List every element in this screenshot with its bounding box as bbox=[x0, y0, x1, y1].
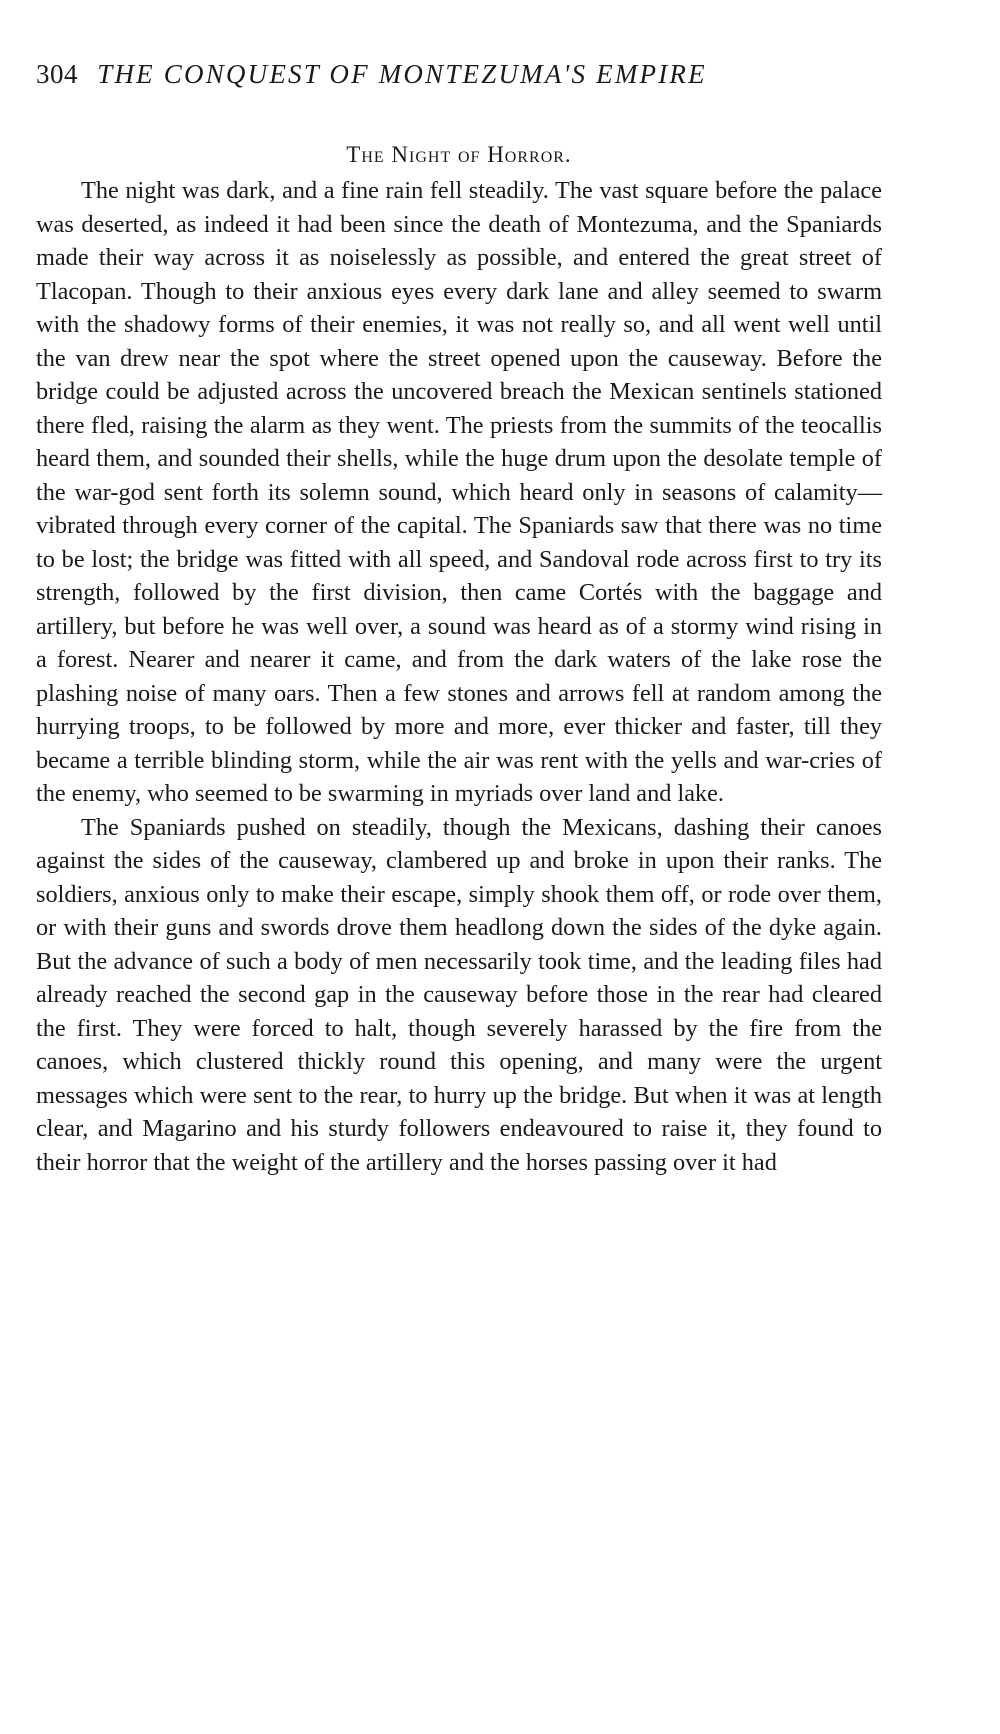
paragraph: The Spaniards pushed on steadily, though the Mexicans, dashing their canoes against the sides of the causeway, clambered up and broke in upon their ranks. The soldiers, anxious only to make their escape, simply shook them off, or rode over them, or with their guns and swords drove them headlong down the sides of the dyke again. But the advance of such a body of men necessarily took time, and the leading files had already reached the second gap in the causeway before those in the rear had cleared the first. They were forced to halt, though severely harassed by the fire from the canoes, which clustered thickly round this opening, and many were the urgent messages which were sent to the rear, to hurry up the bridge. But when it was at length clear, and Magarino and his sturdy followers endeavoured to raise it, they found to their horror that the weight of the artillery and the horses passing over it had bbox=[36, 813, 882, 1176]
section-heading: The Night of Horror. bbox=[346, 142, 572, 167]
page-number: 304 bbox=[36, 59, 78, 89]
book-title: THE CONQUEST OF MONTEZUMA'S EMPIRE bbox=[97, 59, 707, 89]
paragraph: The night was dark, and a fine rain fell steadily. The vast square before the palace was deserted, as indeed it had been since the death of Montezuma, and the Spaniards made their way across it as noiselessly as possible, and entered the great street of Tlacopan. Though to their anxious eyes every dark lane and alley seemed to swarm with the shadowy forms of their enemies, it was not really so, and all went well until the van drew near the spot where the street opened upon the causeway. Before the bridge could be adjusted across the uncovered breach the Mexican sentinels stationed there fled, raising the alarm as they went. The priests from the summits of the teocallis heard them, and sounded their shells, while the huge drum upon the desolate temple of the war-god sent forth its solemn sound, which heard only in seasons of calamity—vibrated through every corner of the capital. The Spaniards saw that there was no time to be lost; the bridge was fitted with all speed, and Sandoval rode across first to try its strength, followed by the first division, then came Cortés with the baggage and artillery, but before he was well over, a sound was heard as of a stormy wind rising in a forest. Nearer and nearer it came, and from the dark waters of the lake rose the plashing noise of many oars. Then a few stones and arrows fell at random among the hurrying troops, to be followed by more and more, ever thicker and faster, till they became a terrible blinding storm, while the air was rent with the yells and war-cries of the enemy, who seemed to be swarming in myriads over land and lake. bbox=[36, 177, 882, 807]
running-head bbox=[36, 58, 906, 90]
body-text bbox=[36, 174, 882, 1179]
